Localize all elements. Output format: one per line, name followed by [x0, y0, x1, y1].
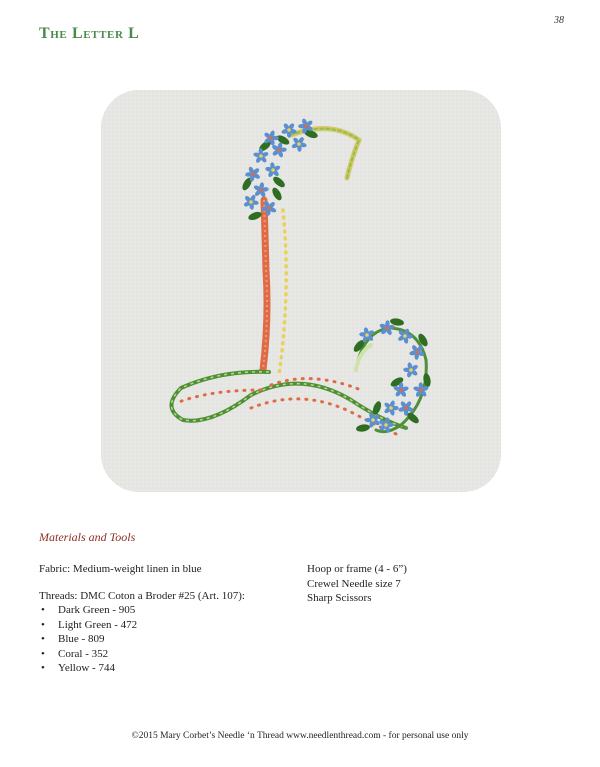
footer-copyright: ©2015 Mary Corbet’s Needle ‘n Thread www.needlenthread.com - for personal use only: [131, 731, 469, 741]
tool-item: Sharp Scissors: [307, 592, 372, 604]
tools-column: [307, 562, 557, 606]
page-title: The Letter L: [39, 25, 140, 42]
page-number: 38: [554, 15, 564, 26]
thread-item: • Blue - 809: [39, 632, 289, 647]
thread-item: • Light Green - 472: [39, 618, 289, 633]
embroidered-letter-photo: [101, 90, 501, 492]
materials-left-column: [39, 562, 289, 676]
thread-item: • Coral - 352: [39, 647, 289, 662]
fabric-line: Fabric: Medium-weight linen in blue: [39, 563, 202, 575]
thread-item: • Yellow - 744: [39, 661, 289, 676]
threads-list: [39, 603, 289, 676]
materials-heading: Materials and Tools: [39, 530, 136, 544]
tool-item: Hoop or frame (4 - 6”): [307, 563, 407, 575]
tool-item: Crewel Needle size 7: [307, 577, 401, 590]
embroidery-illustration: [101, 90, 501, 492]
threads-label: Threads: DMC Coton a Broder #25 (Art. 107):: [39, 589, 245, 602]
thread-item: • Dark Green - 905: [39, 603, 289, 618]
